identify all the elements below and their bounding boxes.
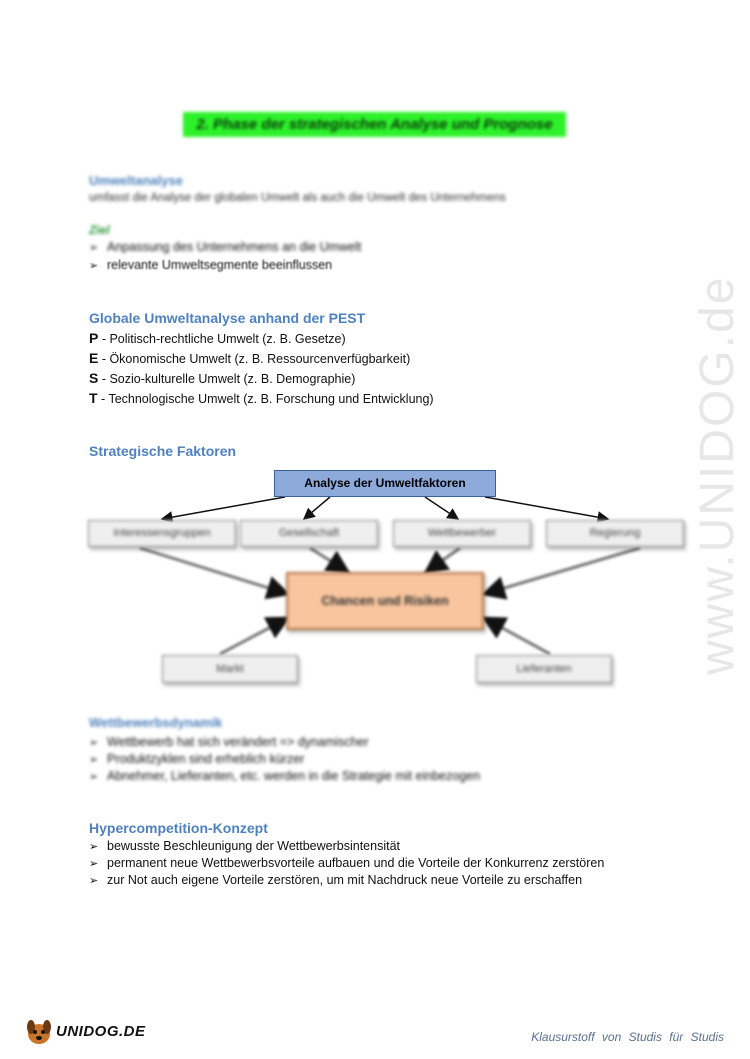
footer-tagline: Klausurstoff von Studis für Studis xyxy=(531,1030,724,1044)
arrow-bullet-icon: ➢ xyxy=(89,260,99,272)
arrow-to-regierung xyxy=(485,497,608,519)
arrow-to-gesellschaft xyxy=(304,497,330,519)
arrow-gesellschaft-center xyxy=(310,548,348,572)
arrow-interessensgruppen-center xyxy=(140,548,288,594)
wettbewerb-item: ➢ Produktzyklen sind erheblich kürzer xyxy=(89,752,305,766)
arrow-lieferanten-center xyxy=(484,618,550,654)
pest-item-s: S - Sozio-kulturelle Umwelt (z. B. Demographie) xyxy=(89,370,356,386)
arrow-bullet-icon: ➢ xyxy=(89,841,99,853)
arrow-wettbewerber-center xyxy=(426,548,460,572)
ziel-heading: Ziel xyxy=(89,223,110,237)
logo-text: UNIDOG.DE xyxy=(56,1023,146,1040)
page-title: 2. Phase der strategischen Analyse und Prognose xyxy=(183,112,566,137)
arrow-regierung-center xyxy=(484,548,640,594)
umweltanalyse-heading: Umweltanalyse xyxy=(89,173,183,188)
hyper-item: ➢ zur Not auch eigene Vorteile zerstören, um mit Nachdruck neue Vorteile zu erschaffen xyxy=(89,873,583,887)
strategische-heading: Strategische Faktoren xyxy=(89,443,237,459)
pest-heading: Globale Umweltanalyse anhand der PEST xyxy=(89,310,366,326)
pest-item-p: P - Politisch-rechtliche Umwelt (z. B. Gesetze) xyxy=(89,330,346,346)
hyper-item: ➢ bewusste Beschleunigung der Wettbewerbsintensität xyxy=(89,839,400,853)
node-interessensgruppen: Interessensgruppen xyxy=(88,520,236,547)
node-analyse-umweltfaktoren: Analyse der Umweltfaktoren xyxy=(274,470,496,497)
arrow-to-wettbewerber xyxy=(425,497,458,519)
dog-icon xyxy=(22,1014,56,1048)
arrow-bullet-icon: ➢ xyxy=(89,875,99,887)
arrow-bullet-icon: ➢ xyxy=(89,771,99,783)
umweltanalyse-text: umfasst die Analyse der globalen Umwelt als auch die Umwelt des Unternehmens xyxy=(89,192,506,204)
ziel-item: ➢ relevante Umweltsegmente beeinflussen xyxy=(89,258,333,272)
arrow-to-interessensgruppen xyxy=(162,497,285,519)
wettbewerb-item: ➢ Abnehmer, Lieferanten, etc. werden in die Strategie mit einbezogen xyxy=(89,769,481,783)
node-chancen-risiken: Chancen und Risiken xyxy=(286,572,484,630)
ziel-item: ➢ Anpassung des Unternehmens an die Umwelt xyxy=(89,240,362,254)
node-wettbewerber: Wettbewerber xyxy=(393,520,531,547)
arrow-bullet-icon: ➢ xyxy=(89,858,99,870)
pest-item-t: T - Technologische Umwelt (z. B. Forschung und Entwicklung) xyxy=(89,390,434,406)
arrow-bullet-icon: ➢ xyxy=(89,242,99,254)
hyper-heading: Hypercompetition-Konzept xyxy=(89,820,268,836)
pest-item-e: E - Ökonomische Umwelt (z. B. Ressourcenverfügbarkeit) xyxy=(89,350,411,366)
wettbewerb-item: ➢ Wettbewerb hat sich verändert => dynamischer xyxy=(89,735,369,749)
strategic-factors-diagram xyxy=(80,466,690,696)
arrow-bullet-icon: ➢ xyxy=(89,737,99,749)
hyper-item: ➢ permanent neue Wettbewerbsvorteile aufbauen und die Vorteile der Konkurrenz zerstören xyxy=(89,856,605,870)
node-markt: Markt xyxy=(162,655,298,683)
unidog-logo xyxy=(22,1014,162,1048)
arrow-markt-center xyxy=(220,618,288,654)
node-lieferanten: Lieferanten xyxy=(476,655,612,683)
wettbewerb-heading: Wettbewerbsdynamik xyxy=(89,715,223,730)
arrow-bullet-icon: ➢ xyxy=(89,754,99,766)
watermark: www.UNIDOG.de xyxy=(691,275,744,675)
node-regierung: Regierung xyxy=(546,520,684,547)
node-gesellschaft: Gesellschaft xyxy=(240,520,378,547)
